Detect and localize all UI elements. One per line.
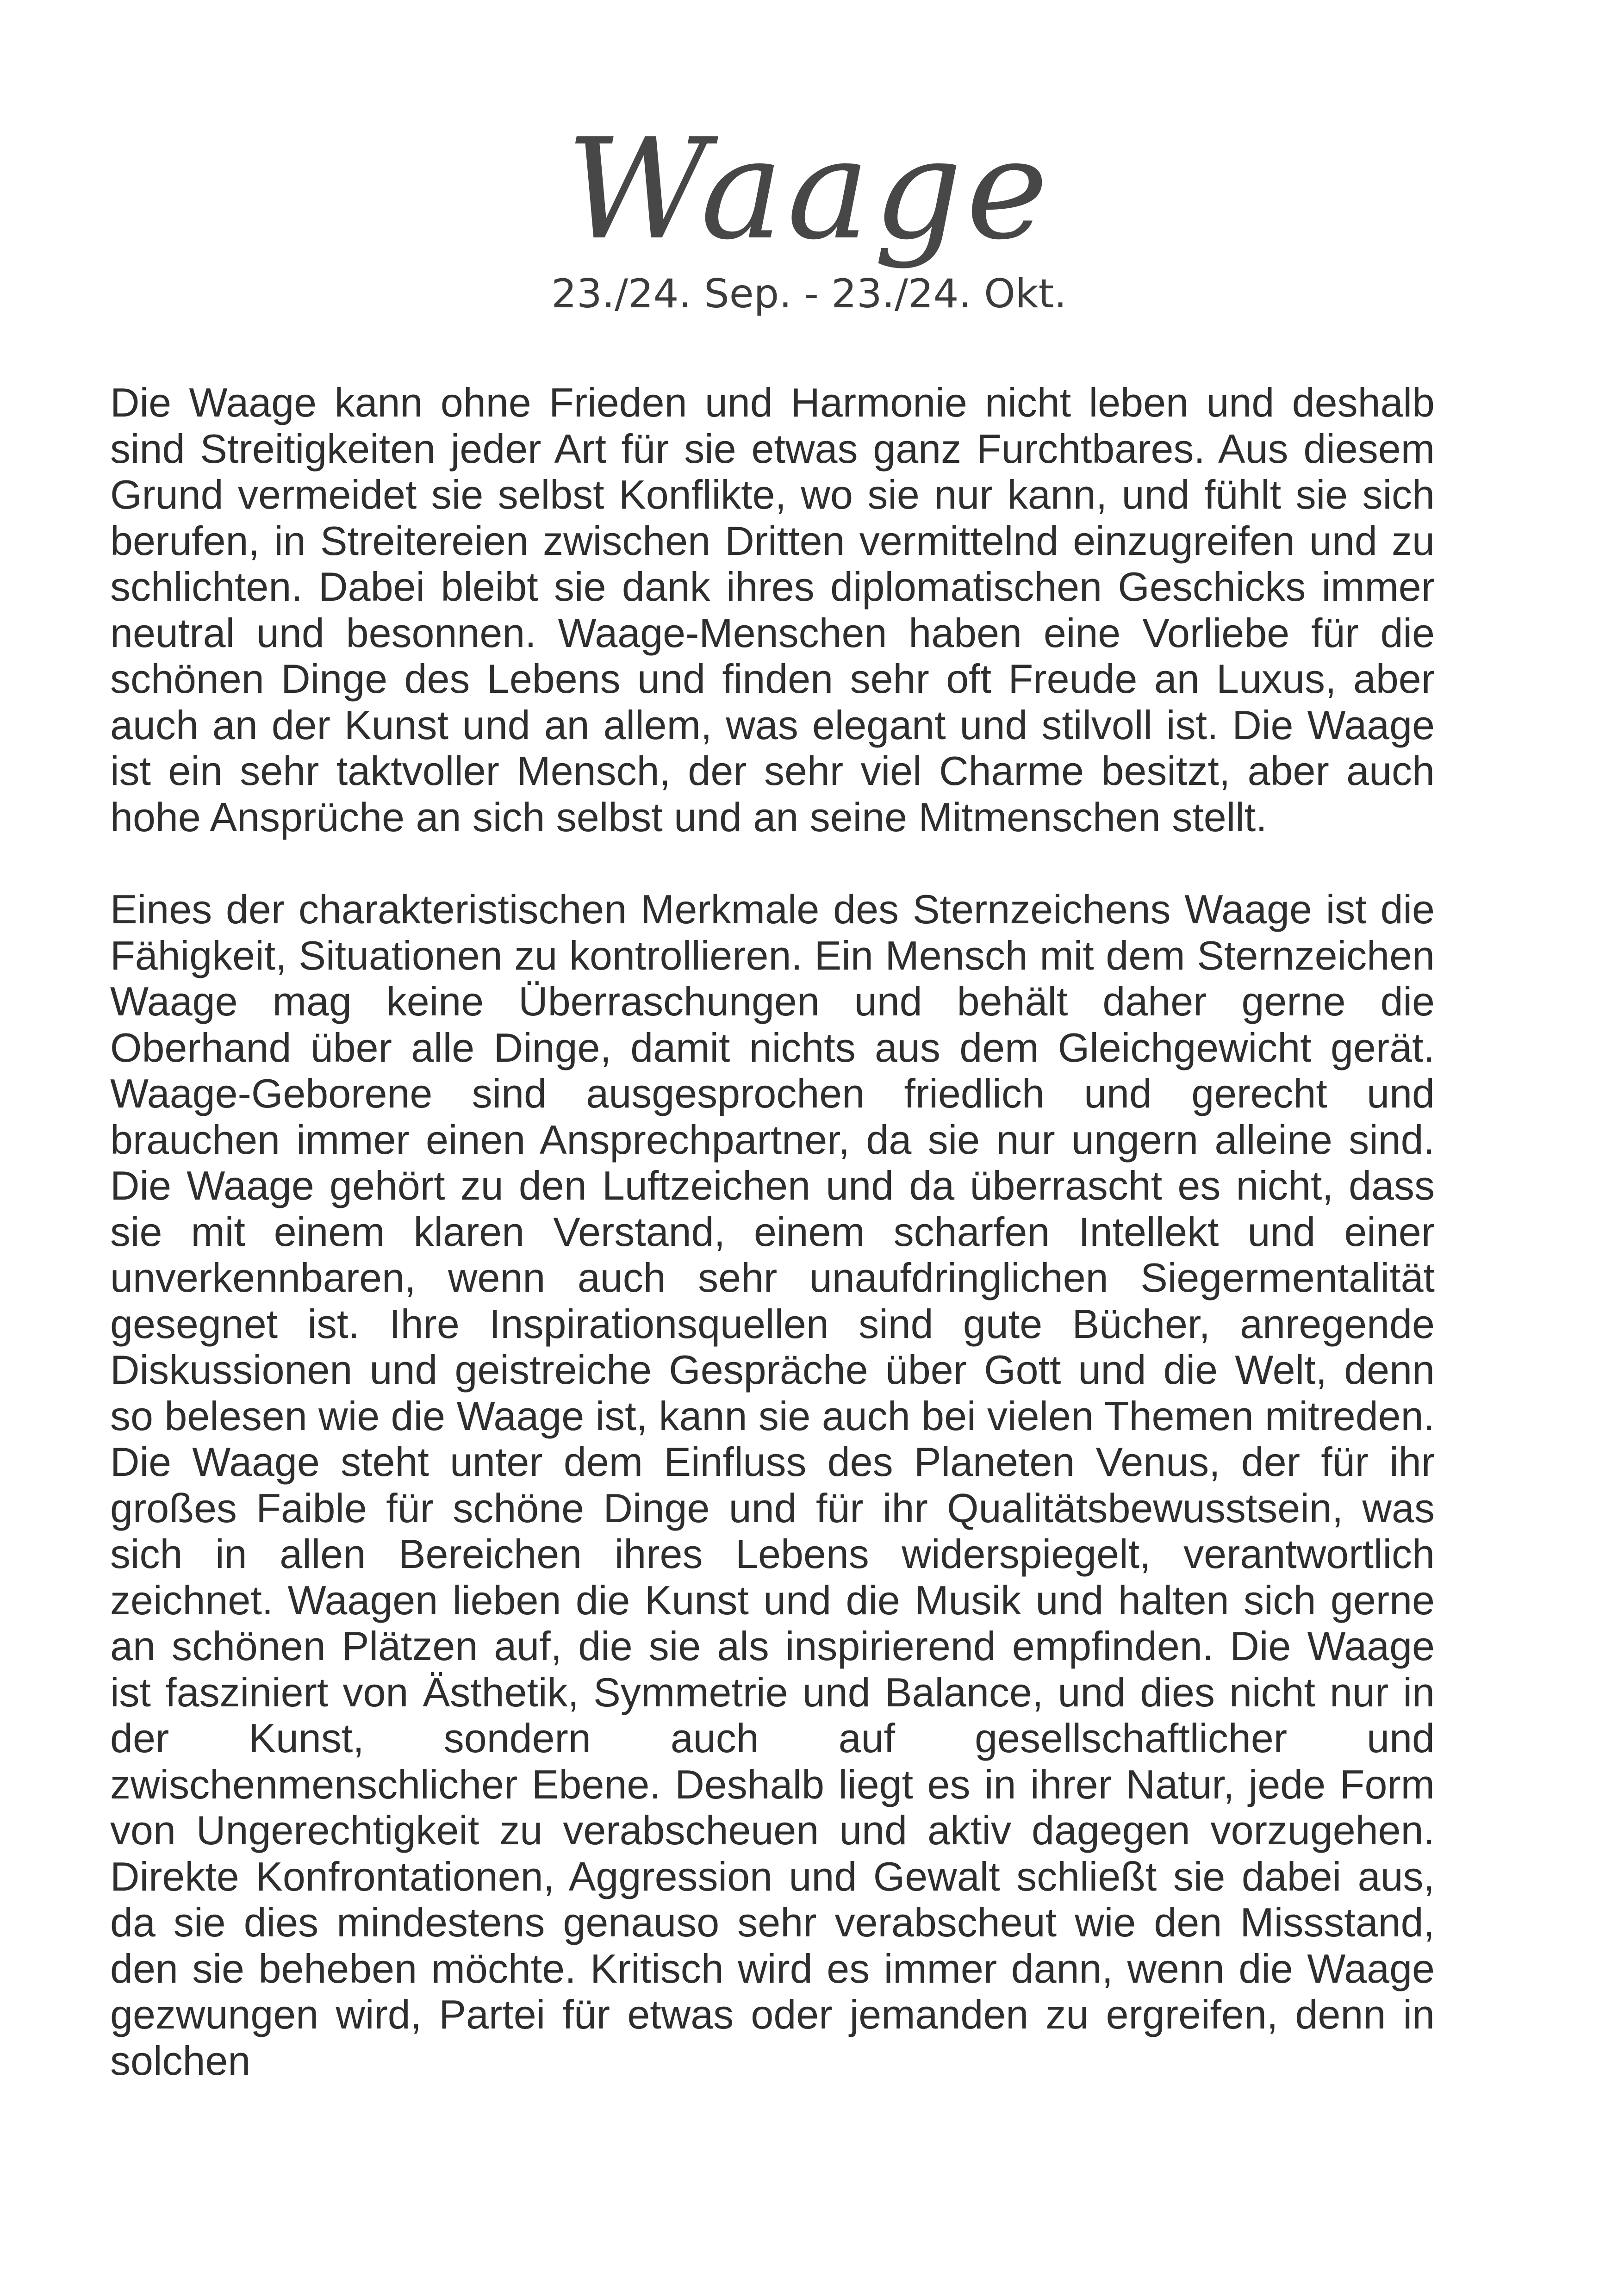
paragraph-intro: Die Waage kann ohne Frieden und Harmonie nicht leben und deshalb sind Streitigkeiten jeder Art für sie etwas ganz Furchtbares. Aus diesem Grund vermeidet sie selbst Konflikte, wo sie nur kann, und fühlt sie sich berufen, in Streitereien zwischen Dritten vermittelnd einzugreifen und zu schlichten. Dabei bleibt sie dank ihres diplomatischen Geschicks immer neutral und besonnen. Waage-Menschen haben eine Vorliebe für die schönen Dinge des Lebens und finden sehr oft Freude an Luxus, aber auch an der Kunst und an allem, was elegant und stilvoll ist. Die Waage ist ein sehr taktvoller Mensch, der sehr viel Charme besitzt, aber auch hohe Ansprüche an sich selbst und an seine Mitmenschen stellt. (110, 380, 1435, 840)
paragraph-characteristics: Eines der charakteristischen Merkmale des Sternzeichens Waage ist die Fähigkeit, Situationen zu kontrollieren. Ein Mensch mit dem Sternzeichen Waage mag keine Überraschungen und behält daher gerne die Oberhand über alle Dinge, damit nichts aus dem Gleichgewicht gerät. Waage-Geborene sind ausgesprochen friedlich und gerecht und brauchen immer einen Ansprechpartner, da sie nur ungern alleine sind. Die Waage gehört zu den Luftzeichen und da überrascht es nicht, dass sie mit einem klaren Verstand, einem scharfen Intellekt und einer unverkennbaren, wenn auch sehr unaufdringlichen Siegermentalität gesegnet ist. Ihre Inspirationsquellen sind gute Bücher, anregende Diskussionen und geistreiche Gespräche über Gott und die Welt, denn so belesen wie die Waage ist, kann sie auch bei vielen Themen mitreden. Die Waage steht unter dem Einfluss des Planeten Venus, der für ihr großes Faible für schöne Dinge und für ihr Qualitätsbewusstsein, was sich in allen Bereichen ihres Lebens widerspiegelt, verantwortlich zeichnet. Waagen lieben die Kunst und die Musik und halten sich gerne an schönen Plätzen auf, die sie als inspirierend empfinden. Die Waage ist fasziniert von Ästhetik, Symmetrie und Balance, und dies nicht nur in der Kunst, sondern auch auf gesellschaftlicher und zwischenmenschlicher Ebene. Deshalb liegt es in ihrer Natur, jede Form von Ungerechtigkeit zu verabscheuen und aktiv dagegen vorzugehen. Direkte Konfrontationen, Aggression und Gewalt schließt sie dabei aus, da sie dies mindestens genauso sehr verabscheut wie den Missstand, den sie beheben möchte. Kritisch wird es immer dann, wenn die Waage gezwungen wird, Partei für etwas oder jemanden zu ergreifen, denn in solchen (110, 886, 1435, 2084)
body-text (110, 380, 1435, 2084)
page-title: Waage (566, 109, 1052, 270)
date-range: 23./24. Sep. - 23./24. Okt. (551, 271, 1067, 317)
